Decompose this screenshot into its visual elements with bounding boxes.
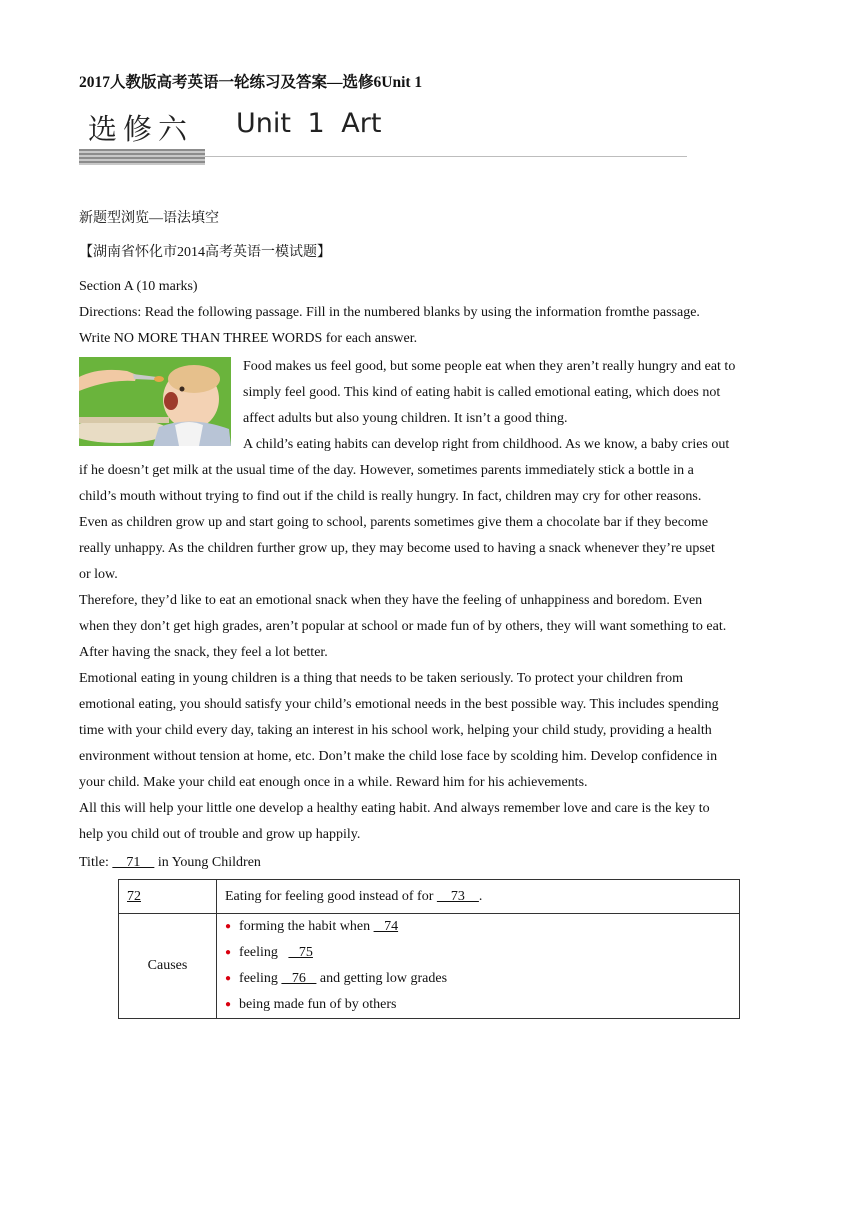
banner-rule (205, 156, 687, 157)
passage-line: child’s mouth without trying to find out if the child is really hungry. In fact, children may cry for other reasons. (79, 489, 702, 504)
table-cell-label (119, 880, 217, 914)
passage-line: affect adults but also young children. It isn’t a good thing. (243, 411, 568, 426)
passage-line: emotional eating, you should satisfy your child’s emotional needs in the best possible way. This includes spending (79, 697, 719, 712)
blank-73: 73 (436, 888, 479, 904)
section-heading: 新题型浏览—语法填空 (79, 211, 219, 226)
bullet-icon: ● (225, 921, 232, 932)
bullet-icon: ● (225, 999, 232, 1010)
answer-table (118, 879, 740, 1019)
passage-line: After having the snack, they feel a lot better. (79, 645, 328, 660)
passage-line: Even as children grow up and start going to school, parents sometimes give them a chocolate bar if they become (79, 515, 709, 530)
cause-item (217, 992, 739, 1018)
table-cell-label: Causes (119, 914, 217, 1019)
title-line (79, 850, 261, 876)
banner-bar (79, 149, 205, 165)
row1-text: Eating for feeling good instead of for (225, 888, 437, 904)
blank-75: 75 (288, 945, 313, 960)
table-row (119, 914, 740, 1019)
reading-passage (79, 354, 781, 848)
cause-item (217, 966, 739, 992)
cause-text: feeling (239, 945, 289, 960)
banner-chinese-title: 选修六 (88, 112, 194, 146)
cause-text: feeling (239, 971, 282, 986)
blank-76: 76 (281, 971, 317, 986)
passage-line: Therefore, they’d like to eat an emotional snack when they have the feeling of unhappiness and boredom. Even (79, 593, 703, 608)
passage-line: Emotional eating in young children is a thing that needs to be taken seriously. To protect your children from (79, 671, 683, 686)
section-label: Section A (10 marks) (79, 279, 198, 294)
passage-line: or low. (79, 567, 118, 582)
title-suffix: in Young Children (154, 855, 261, 870)
passage-line: A child’s eating habits can develop right from childhood. As we know, a baby cries out (243, 437, 730, 452)
bullet-icon: ● (225, 973, 232, 984)
blank-72: 72 (127, 888, 141, 904)
unit-banner (79, 104, 689, 166)
cause-text: forming the habit when (239, 919, 374, 934)
blank-74: 74 (373, 919, 399, 934)
directions-line-2: Write NO MORE THAN THREE WORDS for each answer. (79, 331, 418, 346)
banner-unit-title: Unit 1 Art (236, 108, 382, 139)
table-cell-content (217, 914, 740, 1019)
passage-line: really unhappy. As the children further grow up, they may become used to having a snack whenever they’re upset (79, 541, 715, 556)
table-row (119, 880, 740, 914)
passage-line: your child. Make your child eat enough once in a while. Reward him for his achievements. (79, 775, 588, 790)
passage-line: simply feel good. This kind of eating habit is called emotional eating, which does not (243, 385, 721, 400)
passage-line: help you child out of trouble and grow up happily. (79, 827, 361, 842)
cause-item (217, 914, 739, 940)
passage-line: environment without tension at home, etc. Don’t make the child lose face by scolding him. Develop confidence in (79, 749, 718, 764)
table-cell-content (217, 880, 740, 914)
passage-line: time with your child every day, taking an interest in his school work, helping your child study, providing a health (79, 723, 712, 738)
directions-line-1: Directions: Read the following passage. Fill in the numbered blanks by using the information fromthe passage. (79, 305, 700, 320)
source-line: 【湖南省怀化市2014高考英语一模试题】 (79, 245, 331, 260)
cause-text: being made fun of by others (239, 997, 397, 1012)
passage-line: All this will help your little one develop a healthy eating habit. And always remember love and care is the key to (79, 801, 710, 816)
cause-item (217, 940, 739, 966)
passage-line: when they don’t get high grades, aren’t popular at school or made fun of by others, they will want something to eat. (79, 619, 727, 634)
bullet-icon: ● (225, 947, 232, 958)
cause-suffix: and getting low grades (316, 971, 448, 986)
blank-71: 71 (112, 855, 155, 870)
passage-line: Food makes us feel good, but some people eat when they aren’t really hungry and eat to (243, 359, 736, 374)
document-title: 2017人教版高考英语一轮练习及答案—选修6Unit 1 (79, 74, 423, 91)
title-prefix: Title: (79, 855, 113, 870)
row1-suffix: . (478, 888, 483, 904)
passage-line: if he doesn’t get milk at the usual time of the day. However, sometimes parents immediately stick a bottle in a (79, 463, 694, 478)
